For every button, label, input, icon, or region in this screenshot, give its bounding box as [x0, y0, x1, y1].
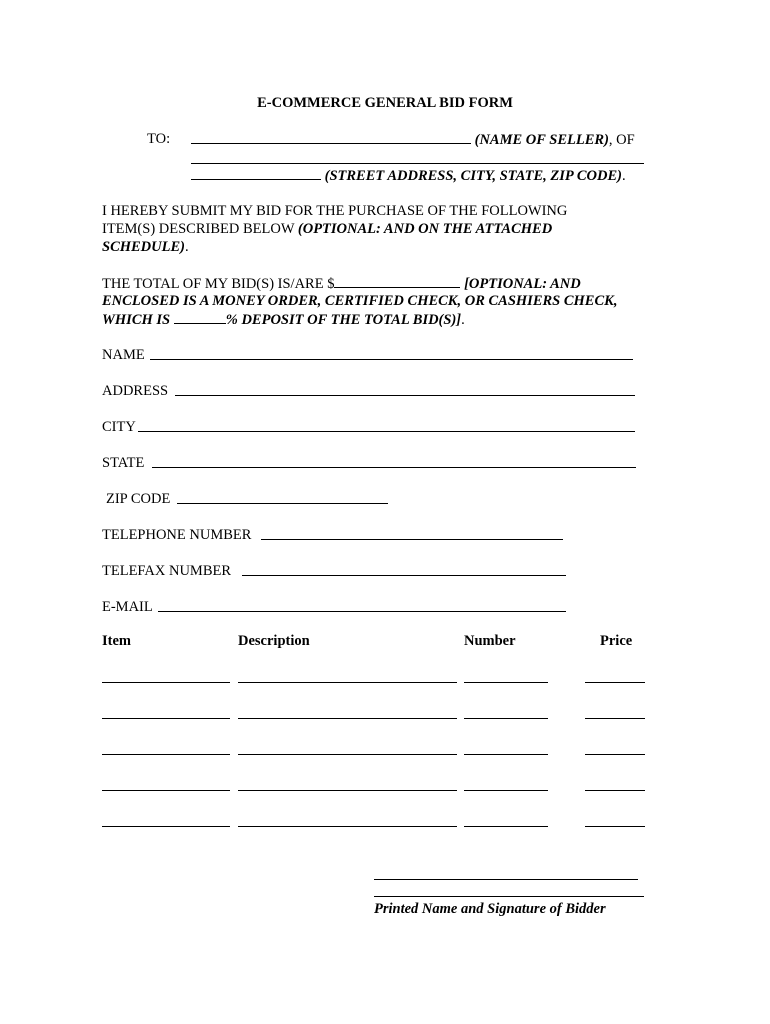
telephone-label: TELEPHONE NUMBER: [102, 527, 252, 543]
total-line-3-deposit: % DEPOSIT OF THE TOTAL BID(S)]: [225, 312, 462, 328]
price-header: Price: [600, 633, 633, 649]
signature-line-1[interactable]: [374, 879, 638, 880]
submit-line-3-schedule: SCHEDULE): [102, 239, 185, 255]
state-label: STATE: [102, 455, 145, 471]
city-label: CITY: [102, 419, 136, 435]
number-cell[interactable]: [464, 826, 548, 827]
item-cell[interactable]: [102, 790, 230, 791]
number-cell[interactable]: [464, 682, 548, 683]
email-label: E-MAIL: [102, 599, 153, 615]
submit-line-2-text: ITEM(S) DESCRIBED BELOW: [102, 221, 298, 237]
item-cell[interactable]: [102, 754, 230, 755]
zip-field[interactable]: [177, 503, 388, 504]
total-line-1: [102, 274, 581, 293]
description-cell[interactable]: [238, 682, 457, 683]
description-cell[interactable]: [238, 754, 457, 755]
street-address-label: (STREET ADDRESS, CITY, STATE, ZIP CODE): [324, 168, 622, 184]
submit-line-3: [102, 238, 189, 256]
item-cell[interactable]: [102, 826, 230, 827]
item-header: Item: [102, 633, 131, 649]
name-field[interactable]: [150, 359, 633, 360]
submit-line-2-optional: (OPTIONAL: AND ON THE ATTACHED: [297, 221, 553, 237]
to-label: TO:: [147, 131, 171, 147]
telephone-field[interactable]: [261, 539, 563, 540]
submit-line-2: [102, 220, 552, 238]
name-of-seller-label: (NAME OF SELLER): [474, 132, 609, 148]
zip-label: ZIP CODE: [106, 491, 171, 507]
street-address-line: [191, 166, 626, 185]
address-field[interactable]: [175, 395, 635, 396]
number-header: Number: [464, 633, 516, 649]
city-field[interactable]: [138, 431, 635, 432]
total-line-1-text: THE TOTAL OF MY BID(S) IS/ARE $: [102, 276, 335, 292]
price-cell[interactable]: [585, 790, 645, 791]
price-cell[interactable]: [585, 754, 645, 755]
price-cell[interactable]: [585, 826, 645, 827]
number-cell[interactable]: [464, 790, 548, 791]
address-label: ADDRESS: [102, 383, 169, 399]
total-line-3-period: .: [461, 312, 465, 328]
name-label: NAME: [102, 347, 145, 363]
number-cell[interactable]: [464, 718, 548, 719]
form-title: E-COMMERCE GENERAL BID FORM: [257, 95, 513, 111]
description-header: Description: [238, 633, 310, 649]
seller-line: [191, 130, 635, 149]
number-cell[interactable]: [464, 754, 548, 755]
submit-line-1: I HEREBY SUBMIT MY BID FOR THE PURCHASE OF THE FOLLOWING: [102, 203, 568, 219]
price-cell[interactable]: [585, 718, 645, 719]
deposit-percent-blank[interactable]: [174, 310, 226, 324]
street-address-period: .: [621, 168, 626, 184]
description-cell[interactable]: [238, 826, 457, 827]
item-cell[interactable]: [102, 682, 230, 683]
email-field[interactable]: [158, 611, 566, 612]
seller-address-blank[interactable]: [191, 166, 321, 180]
signature-line-2[interactable]: [374, 896, 644, 897]
submit-line-3-period: .: [185, 239, 189, 255]
of-text: , OF: [608, 132, 635, 148]
price-cell[interactable]: [585, 682, 645, 683]
state-field[interactable]: [152, 467, 636, 468]
signature-label: Printed Name and Signature of Bidder: [374, 901, 606, 917]
description-cell[interactable]: [238, 790, 457, 791]
total-line-3-which-is: WHICH IS: [102, 312, 174, 328]
total-amount-blank[interactable]: [334, 274, 460, 288]
item-cell[interactable]: [102, 718, 230, 719]
seller-address-line-1[interactable]: [191, 163, 644, 164]
telefax-label: TELEFAX NUMBER: [102, 563, 232, 579]
seller-name-blank[interactable]: [191, 130, 471, 144]
total-line-2: ENCLOSED IS A MONEY ORDER, CERTIFIED CHECK, OR CASHIERS CHECK,: [102, 293, 618, 309]
telefax-field[interactable]: [242, 575, 566, 576]
description-cell[interactable]: [238, 718, 457, 719]
total-line-3: [102, 310, 465, 329]
total-line-1-optional: [OPTIONAL: AND: [464, 276, 581, 292]
